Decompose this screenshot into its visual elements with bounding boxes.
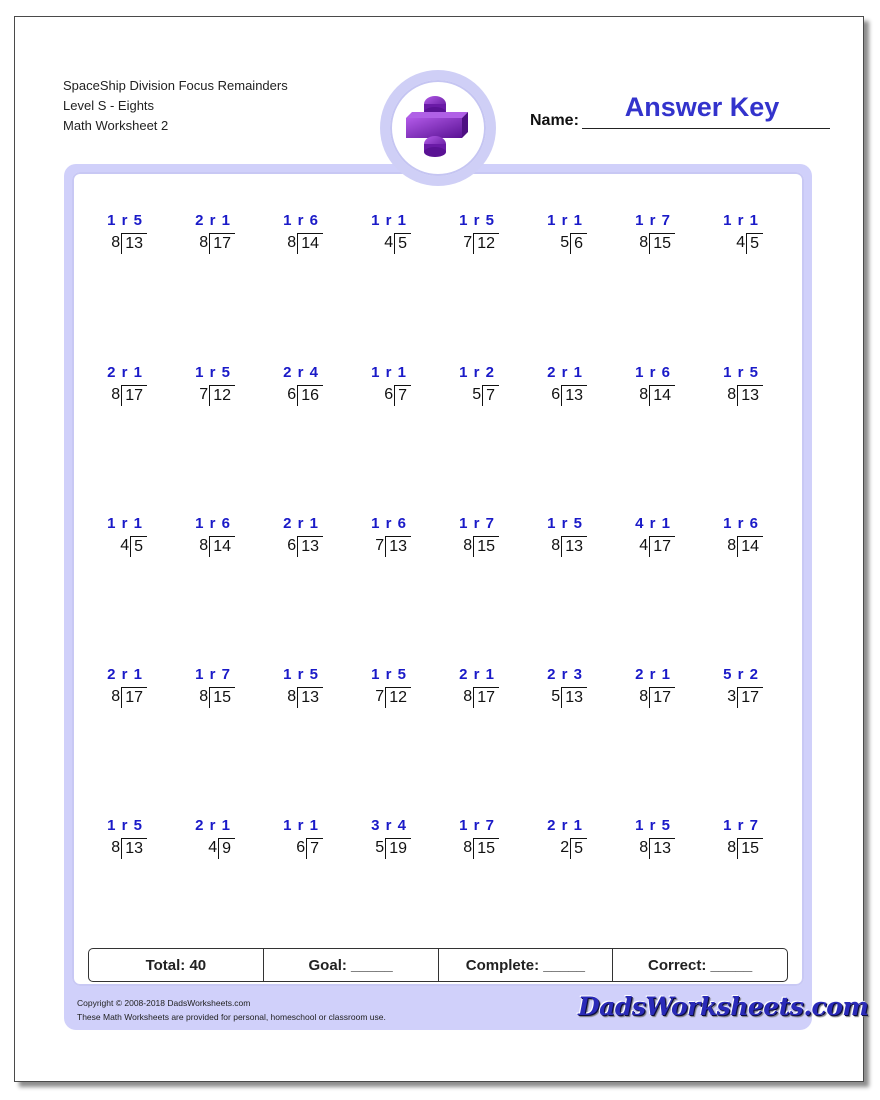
division-problem: [271, 364, 331, 412]
long-division-bracket: [463, 837, 499, 859]
brand-logo: DadsWorksheets.com: [578, 992, 869, 1021]
division-problem: [95, 364, 155, 412]
divisor: 7: [463, 234, 473, 251]
division-problem: [447, 666, 507, 714]
dividend: 19: [385, 838, 411, 859]
divisor: 6: [296, 839, 306, 856]
division-symbol-icon: [398, 88, 478, 168]
division-problem: [535, 666, 595, 714]
long-division-bracket: [463, 686, 499, 708]
division-problem: [623, 515, 683, 563]
long-division-bracket: [287, 535, 323, 557]
division-problem: [535, 364, 595, 412]
division-problem: [183, 817, 243, 865]
long-division-bracket: [639, 232, 675, 254]
long-division-bracket: [551, 686, 587, 708]
long-division-bracket: [111, 686, 147, 708]
answer-quotient: 1 r 5: [195, 364, 231, 381]
answer-quotient: 2 r 1: [283, 515, 319, 532]
divisor: 4: [120, 537, 130, 554]
complete-field: Complete: _____: [438, 949, 613, 981]
division-problem: [623, 817, 683, 865]
divisor: 4: [384, 234, 394, 251]
answer-quotient: 2 r 1: [195, 212, 231, 229]
dividend: 13: [121, 233, 147, 254]
dividend: 5: [130, 536, 147, 557]
dividend: 9: [218, 838, 235, 859]
dividend: 13: [297, 687, 323, 708]
division-problem: [95, 666, 155, 714]
dividend: 15: [473, 536, 499, 557]
answer-quotient: 2 r 4: [283, 364, 319, 381]
long-division-bracket: [199, 686, 235, 708]
long-division-bracket: [727, 686, 763, 708]
divisor: 6: [287, 537, 297, 554]
division-problem: [623, 666, 683, 714]
divisor: 4: [736, 234, 746, 251]
divisor: 8: [639, 839, 649, 856]
divisor: 7: [199, 386, 209, 403]
long-division-bracket: [199, 535, 235, 557]
dividend: 16: [297, 385, 323, 406]
division-problem: [711, 212, 771, 260]
division-problem: [447, 515, 507, 563]
long-division-bracket: [199, 232, 235, 254]
answer-quotient: 1 r 5: [723, 364, 759, 381]
long-division-bracket: [111, 837, 147, 859]
long-division-bracket: [296, 837, 323, 859]
long-division-bracket: [727, 384, 763, 406]
division-problem: [359, 666, 419, 714]
dividend: 17: [649, 687, 675, 708]
divisor: 8: [639, 688, 649, 705]
answer-quotient: 1 r 1: [371, 212, 407, 229]
answer-quotient: 3 r 4: [371, 817, 407, 834]
answer-quotient: 1 r 7: [459, 817, 495, 834]
divisor: 2: [560, 839, 570, 856]
long-division-bracket: [551, 384, 587, 406]
answer-quotient: 1 r 6: [723, 515, 759, 532]
division-problem: [535, 212, 595, 260]
division-problem: [711, 515, 771, 563]
divisor: 8: [111, 688, 121, 705]
dividend: 17: [473, 687, 499, 708]
answer-quotient: 2 r 1: [547, 364, 583, 381]
dividend: 12: [385, 687, 411, 708]
division-problem: [447, 817, 507, 865]
long-division-bracket: [736, 232, 763, 254]
long-division-bracket: [639, 837, 675, 859]
long-division-bracket: [375, 686, 411, 708]
dividend: 17: [737, 687, 763, 708]
long-division-bracket: [111, 232, 147, 254]
division-problem: [623, 212, 683, 260]
answer-quotient: 1 r 5: [371, 666, 407, 683]
total-count: Total: 40: [145, 956, 207, 974]
name-label: Name:: [530, 112, 579, 129]
answer-quotient: 1 r 1: [547, 212, 583, 229]
answer-quotient: 1 r 5: [459, 212, 495, 229]
long-division-bracket: [639, 535, 675, 557]
long-division-bracket: [639, 384, 675, 406]
division-problem: [359, 515, 419, 563]
division-problem: [535, 515, 595, 563]
dividend: 7: [394, 385, 411, 406]
divisor: 3: [727, 688, 737, 705]
dividend: 15: [473, 838, 499, 859]
dividend: 12: [209, 385, 235, 406]
copyright-text: Copyright © 2008-2018 DadsWorksheets.com: [77, 998, 251, 1008]
divisor: 6: [384, 386, 394, 403]
dividend: 13: [561, 687, 587, 708]
answer-quotient: 5 r 2: [723, 666, 759, 683]
answer-quotient: 1 r 5: [547, 515, 583, 532]
division-problem: [359, 364, 419, 412]
dividend: 17: [121, 385, 147, 406]
dividend: 17: [649, 536, 675, 557]
answer-quotient: 1 r 1: [283, 817, 319, 834]
divisor: 8: [287, 688, 297, 705]
dividend: 13: [297, 536, 323, 557]
long-division-bracket: [287, 686, 323, 708]
divisor: 7: [375, 537, 385, 554]
division-problem: [359, 817, 419, 865]
answer-quotient: 2 r 1: [459, 666, 495, 683]
dividend: 13: [121, 838, 147, 859]
answer-quotient: 1 r 7: [723, 817, 759, 834]
answer-quotient: 1 r 1: [371, 364, 407, 381]
answer-key-title: Answer Key: [624, 92, 780, 122]
divisor: 8: [551, 537, 561, 554]
answer-quotient: 2 r 1: [547, 817, 583, 834]
answer-quotient: 2 r 1: [107, 364, 143, 381]
answer-quotient: 1 r 7: [195, 666, 231, 683]
answer-quotient: 1 r 5: [283, 666, 319, 683]
division-problem: [271, 212, 331, 260]
dividend: 14: [209, 536, 235, 557]
divisor: 8: [727, 537, 737, 554]
dividend: 13: [649, 838, 675, 859]
division-problem: [711, 817, 771, 865]
worksheet-title: SpaceShip Division Focus Remainders: [63, 78, 288, 93]
division-problem: [183, 212, 243, 260]
divisor: 8: [287, 234, 297, 251]
long-division-bracket: [375, 837, 411, 859]
dividend: 15: [209, 687, 235, 708]
dividend: 5: [746, 233, 763, 254]
division-problem: [95, 817, 155, 865]
long-division-bracket: [287, 384, 323, 406]
answer-quotient: 1 r 6: [371, 515, 407, 532]
answer-quotient: 2 r 1: [635, 666, 671, 683]
division-problem: [183, 666, 243, 714]
usage-notice: These Math Worksheets are provided for personal, homeschool or classroom use.: [77, 1012, 386, 1022]
divisor: 5: [551, 688, 561, 705]
dividend: 13: [561, 536, 587, 557]
long-division-bracket: [463, 535, 499, 557]
divisor: 8: [463, 688, 473, 705]
divisor: 8: [111, 386, 121, 403]
answer-quotient: 1 r 5: [107, 212, 143, 229]
dividend: 7: [306, 838, 323, 859]
division-problem: [271, 515, 331, 563]
long-division-bracket: [560, 837, 587, 859]
long-division-bracket: [727, 837, 763, 859]
dividend: 13: [385, 536, 411, 557]
worksheet-number: Math Worksheet 2: [63, 118, 169, 133]
divisor: 6: [551, 386, 561, 403]
long-division-bracket: [639, 686, 675, 708]
division-problem: [359, 212, 419, 260]
division-problem: [271, 666, 331, 714]
long-division-bracket: [199, 384, 235, 406]
answer-quotient: 1 r 7: [459, 515, 495, 532]
divisor: 4: [639, 537, 649, 554]
division-problem: [447, 212, 507, 260]
dividend: 5: [394, 233, 411, 254]
division-problem: [95, 212, 155, 260]
answer-quotient: 1 r 5: [107, 817, 143, 834]
divisor: 5: [560, 234, 570, 251]
answer-quotient: 1 r 1: [107, 515, 143, 532]
dividend: 14: [297, 233, 323, 254]
division-problem: [183, 364, 243, 412]
answer-quotient: 1 r 1: [723, 212, 759, 229]
division-problem: [271, 817, 331, 865]
long-division-bracket: [472, 384, 499, 406]
division-problem: [535, 817, 595, 865]
dividend: 15: [649, 233, 675, 254]
division-problem: [623, 364, 683, 412]
answer-quotient: 1 r 7: [635, 212, 671, 229]
divisor: 8: [639, 386, 649, 403]
divisor: 8: [111, 234, 121, 251]
totals-bar: [88, 948, 788, 982]
long-division-bracket: [120, 535, 147, 557]
dividend: 7: [482, 385, 499, 406]
long-division-bracket: [727, 535, 763, 557]
answer-quotient: 1 r 5: [635, 817, 671, 834]
worksheet-level: Level S - Eights: [63, 98, 155, 113]
division-problem: [711, 364, 771, 412]
division-problem: [711, 666, 771, 714]
long-division-bracket: [287, 232, 323, 254]
answer-quotient: 2 r 1: [195, 817, 231, 834]
divisor: 8: [199, 688, 209, 705]
answer-quotient: 2 r 3: [547, 666, 583, 683]
goal-field: Goal: _____: [263, 949, 438, 981]
dividend: 6: [570, 233, 587, 254]
divisor: 8: [727, 839, 737, 856]
long-division-bracket: [111, 384, 147, 406]
divisor: 8: [463, 537, 473, 554]
correct-field: Correct: _____: [612, 949, 787, 981]
name-line: [582, 128, 830, 129]
divisor: 8: [199, 537, 209, 554]
divisor: 8: [111, 839, 121, 856]
dividend: 17: [121, 687, 147, 708]
dividend: 13: [737, 385, 763, 406]
answer-quotient: 4 r 1: [635, 515, 671, 532]
divisor: 8: [639, 234, 649, 251]
dividend: 13: [561, 385, 587, 406]
dividend: 15: [737, 838, 763, 859]
problems-panel: [72, 172, 804, 986]
divisor: 7: [375, 688, 385, 705]
division-problem: [447, 364, 507, 412]
answer-quotient: 2 r 1: [107, 666, 143, 683]
division-problem: [183, 515, 243, 563]
divisor: 8: [463, 839, 473, 856]
answer-quotient: 1 r 6: [283, 212, 319, 229]
long-division-bracket: [384, 384, 411, 406]
answer-quotient: 1 r 2: [459, 364, 495, 381]
dividend: 17: [209, 233, 235, 254]
divisor: 8: [199, 234, 209, 251]
answer-quotient: 1 r 6: [635, 364, 671, 381]
divisor: 6: [287, 386, 297, 403]
divisor: 5: [472, 386, 482, 403]
dividend: 14: [737, 536, 763, 557]
dividend: 12: [473, 233, 499, 254]
divisor: 5: [375, 839, 385, 856]
divisor: 4: [208, 839, 218, 856]
long-division-bracket: [375, 535, 411, 557]
long-division-bracket: [463, 232, 499, 254]
long-division-bracket: [384, 232, 411, 254]
dividend: 14: [649, 385, 675, 406]
long-division-bracket: [208, 837, 235, 859]
dividend: 5: [570, 838, 587, 859]
long-division-bracket: [551, 535, 587, 557]
divisor: 8: [727, 386, 737, 403]
long-division-bracket: [560, 232, 587, 254]
division-problem: [95, 515, 155, 563]
answer-quotient: 1 r 6: [195, 515, 231, 532]
